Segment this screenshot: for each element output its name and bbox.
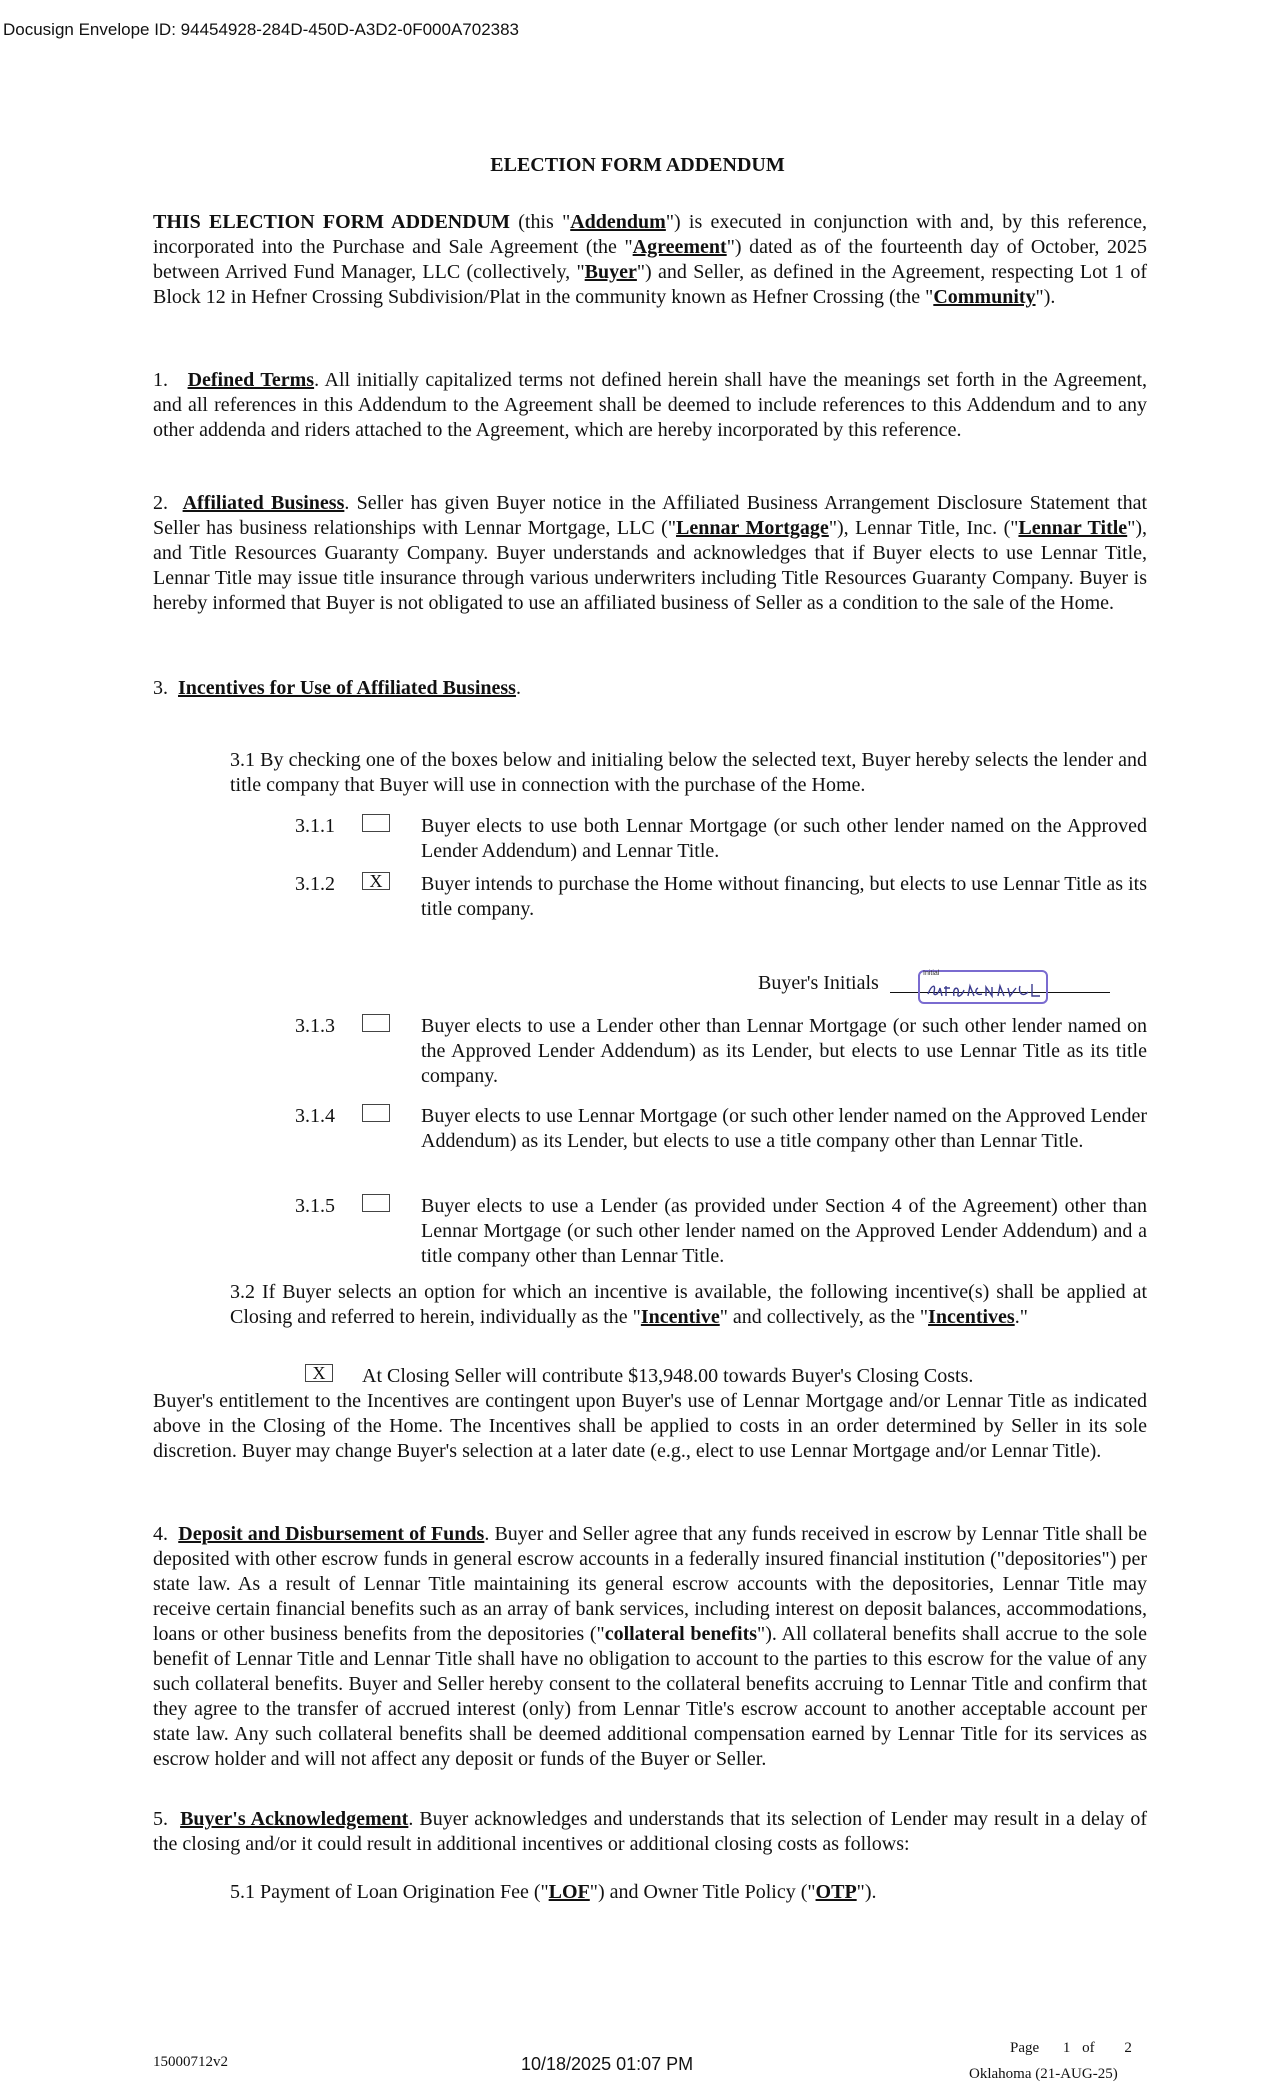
option-checkbox-3-1-1[interactable] xyxy=(362,814,390,832)
option-checkbox-3-1-2[interactable]: X xyxy=(362,872,390,890)
section-1-text: . All initially capitalized terms not defined herein shall have the meanings set forth in the Agreement, and all references in this Addendum to the Agreement shall be deemed to include references to this Addendum and to any other addenda and riders attached to the Agreement, which are hereby incorporated by this reference. xyxy=(153,369,1148,441)
section-5-number: 5. xyxy=(153,1808,168,1830)
section-3-1-text: 3.1 By checking one of the boxes below and initialing below the selected text, Buyer hereby selects the lender and title company that Buyer will use in connection with the purchase of the Home. xyxy=(230,749,1147,796)
section-5-1-text-3: "). xyxy=(856,1881,877,1903)
section-5-1-text-1: 5.1 Payment of Loan Origination Fee (" xyxy=(230,1881,549,1903)
incentive-text: At Closing Seller will contribute $13,948.00 towards Buyer's Closing Costs. xyxy=(362,1365,974,1387)
section-4-deposit-disbursement xyxy=(153,1522,1147,1772)
intro-text-2: ") is executed in conjunction with and, by this reference, incorporated into the Purchase and Sale Agreement (the " xyxy=(153,211,1147,258)
section-1-defined-terms xyxy=(153,368,1147,443)
handwritten-initials-icon xyxy=(924,978,1044,1002)
term-collateral-benefits: collateral benefits xyxy=(604,1623,758,1645)
section-3-2-text xyxy=(230,1280,1147,1330)
section-3-heading-line xyxy=(153,676,1147,701)
section-2-text-1: . Seller has given Buyer notice in the Affiliated Business Arrangement Disclosure Statement that Seller has business relationships with Lennar Mortgage, LLC (" xyxy=(153,492,1147,539)
signing-timestamp: 10/18/2025 01:07 PM xyxy=(521,2054,694,2074)
section-3-number: 3. xyxy=(153,677,168,699)
option-checkbox-3-1-3[interactable] xyxy=(362,1014,390,1032)
section-4-text-2: "). All collateral benefits shall accrue to the sole benefit of Lennar Title and Lennar Title shall have no obligation to account to the parties to this escrow for the value of any such collateral benefits. Buyer and Seller hereby consent to the collateral benefits accruing to Lennar Title and confirm that they agree to the transfer of accrued interest (only) from Lennar Title's escrow account to another acceptable account per state law. Any such collateral benefits shall be deemed additional compensation earned by Lennar Title for its services as escrow holder and will not affect any deposit or funds of the Buyer or Seller. xyxy=(153,1623,1148,1770)
section-5-heading: Buyer's Acknowledgement xyxy=(180,1808,409,1830)
section-2-affiliated-business xyxy=(153,491,1147,616)
option-checkbox-3-1-4[interactable] xyxy=(362,1104,390,1122)
page-total: 2 xyxy=(1124,2040,1132,2056)
buyers-initials-label: Buyer's Initials xyxy=(758,972,879,994)
term-agreement: Agreement xyxy=(632,236,727,258)
section-4-heading: Deposit and Disbursement of Funds xyxy=(178,1523,485,1545)
docusign-envelope-id: Docusign Envelope ID: 94454928-284D-450D-A3D2-0F000A702383 xyxy=(3,20,520,39)
document-title: ELECTION FORM ADDENDUM xyxy=(490,154,785,176)
option-number: 3.1.1 xyxy=(295,815,335,837)
option-text: Buyer intends to purchase the Home without financing, but elects to use Lennar Title as its title company. xyxy=(421,873,1147,920)
page-indicator xyxy=(1010,2040,1132,2057)
intro-text-1: (this " xyxy=(510,211,571,233)
term-lof: LOF xyxy=(548,1881,590,1903)
option-text: Buyer elects to use both Lennar Mortgage (or such other lender named on the Approved Lender Addendum) and Lennar Title. xyxy=(421,815,1147,862)
of-word: of xyxy=(1082,2040,1095,2056)
page-number: 1 xyxy=(1062,2040,1071,2056)
term-addendum: Addendum xyxy=(570,211,666,233)
section-3-heading: Incentives for Use of Affiliated Business xyxy=(178,677,516,699)
section-3-2-text-2: " and collectively, as the " xyxy=(719,1306,929,1328)
intro-lead: THIS ELECTION FORM ADDENDUM xyxy=(153,211,511,233)
intro-text-4: ") and Seller, as defined in the Agreement, respecting Lot 1 of Block 12 in Hefner Crossing Subdivision/Plat in the community known as Hefner Crossing (the " xyxy=(153,261,1147,308)
section-2-text-2: "), Lennar Title, Inc. (" xyxy=(828,517,1019,539)
option-number: 3.1.5 xyxy=(295,1195,335,1217)
option-checkbox-3-1-5[interactable] xyxy=(362,1194,390,1212)
intro-paragraph xyxy=(153,210,1147,310)
section-3-2-text-1: 3.2 If Buyer selects an option for which an incentive is available, the following incentive(s) shall be applied at Closing and referred to herein, individually as the " xyxy=(230,1281,1147,1328)
section-2-number: 2. xyxy=(153,492,168,514)
initials-signature-field[interactable] xyxy=(918,970,1048,1004)
page-word: Page xyxy=(1010,2040,1040,2056)
section-2-heading: Affiliated Business xyxy=(182,492,345,514)
initials-field-label: Initial xyxy=(923,970,940,977)
option-text: Buyer elects to use Lennar Mortgage (or such other lender named on the Approved Lender Addendum) as its Lender, but elects to use a title company other than Lennar Title. xyxy=(421,1105,1147,1152)
term-buyer: Buyer xyxy=(584,261,637,283)
term-otp: OTP xyxy=(815,1881,857,1903)
section-5-text: . Buyer acknowledges and understands that its selection of Lender may result in a delay of the closing and/or it could result in additional incentives or additional closing costs as follows: xyxy=(153,1808,1148,1855)
section-3-2-text-3: ." xyxy=(1014,1306,1028,1328)
section-5-1-text xyxy=(230,1880,1147,1905)
section-1-heading: Defined Terms xyxy=(187,369,315,391)
form-id: 15000712v2 xyxy=(153,2054,228,2070)
term-lennar-mortgage: Lennar Mortgage xyxy=(676,517,829,539)
option-number: 3.1.3 xyxy=(295,1015,335,1037)
incentives-entitlement-paragraph: Buyer's entitlement to the Incentives are contingent upon Buyer's use of Lennar Mortgage and/or Lennar Title as indicated above in the Closing of the Home. The Incentives shall be applied to costs in an order determined by Seller in its sole discretion. Buyer may change Buyer's selection at a later date (e.g., elect to use Lennar Mortgage and/or Lennar Title). xyxy=(153,1390,1147,1462)
intro-text-3: ") dated as of the fourteenth day of October, 2025 between Arrived Fund Manager, LLC (collectively, " xyxy=(153,236,1147,283)
section-3-period: . xyxy=(515,677,521,699)
option-number: 3.1.4 xyxy=(295,1105,335,1127)
incentive-checkbox[interactable]: X xyxy=(305,1364,333,1382)
state-version: Oklahoma (21-AUG-25) xyxy=(969,2066,1118,2082)
term-incentive: Incentive xyxy=(640,1306,720,1328)
section-5-buyers-acknowledgement xyxy=(153,1807,1147,1857)
option-text: Buyer elects to use a Lender (as provided under Section 4 of the Agreement) other than Lennar Mortgage (or such other lender named on the Approved Lender Addendum) and a title company other than Lennar Title. xyxy=(421,1195,1147,1267)
term-lennar-title: Lennar Title xyxy=(1018,517,1128,539)
option-number: 3.1.2 xyxy=(295,873,335,895)
term-incentives: Incentives xyxy=(928,1306,1015,1328)
section-5-1-text-2: ") and Owner Title Policy (" xyxy=(589,1881,816,1903)
section-4-number: 4. xyxy=(153,1523,168,1545)
section-2-text-3: "), and Title Resources Guaranty Company. Buyer understands and acknowledges that if Buyer elects to use Lennar Title, Lennar Title may issue title insurance through various underwriters including Title Resources Guaranty Company. Buyer is hereby informed that Buyer is not obligated to use an affiliated business of Seller as a condition to the sale of the Home. xyxy=(153,517,1148,614)
intro-text-5: "). xyxy=(1035,286,1056,308)
section-4-text-1: . Buyer and Seller agree that any funds received in escrow by Lennar Title shall be deposited with other escrow funds in general escrow accounts in a federally insured financial institution ("depositories") per state law. As a result of Lennar Title maintaining its general escrow accounts with the depositories, Lennar Title may receive certain financial benefits such as an array of bank services, including interest on deposit balances, accommodations, loans or other business benefits from the depositories (" xyxy=(153,1523,1147,1645)
option-text: Buyer elects to use a Lender other than Lennar Mortgage (or such other lender named on the Approved Lender Addendum) as its Lender, but elects to use Lennar Title as its title company. xyxy=(421,1015,1147,1087)
section-1-number: 1. xyxy=(153,369,168,391)
term-community: Community xyxy=(933,286,1036,308)
